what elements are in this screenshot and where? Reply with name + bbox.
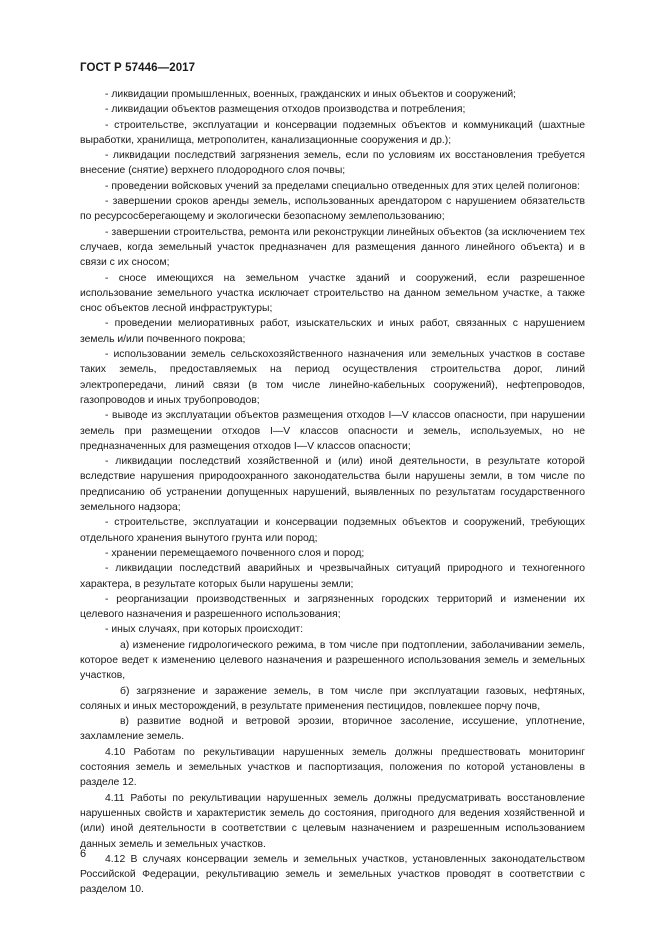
list-item: - выводе из эксплуатации объектов размещения отходов I—V классов опасности, при нарушении земель при размещении отходов I—V классов опасности и земель, используемых, но не предназначенных для размещения отходов I—V классов опасности;: [80, 410, 585, 452]
clause-paragraph: 4.11 Работы по рекультивации нарушенных земель должны предусматривать восстановление нарушенных свойств и характеристик земель до состояния, пригодного для ведения хозяйственной и (или) иной деятельности в соответствии с целевым назначением и разрешенным использованием данных земель и земельных участков.: [80, 792, 585, 850]
clause-paragraph: 4.10 Работам по рекультивации нарушенных земель должны предшествовать мониторинг состояния земель и земельных участков и паспортизация, положения по которой установлены в разделе 12.: [80, 746, 585, 789]
list-item: - ликвидации промышленных, военных, гражданских и иных объектов и сооружений;: [105, 89, 517, 100]
list-item: - проведении войсковых учений за пределами специально отведенных для этих целей полигонов:: [105, 180, 581, 192]
list-item: - строительстве, эксплуатации и консервации подземных объектов и коммуникаций (шахтные выработки, хранилища, метрополитен, канализационные сооружения и др.);: [80, 119, 585, 146]
list-item: - хранении перемещаемого почвенного слоя и пород;: [105, 547, 365, 559]
sub-list-item: в) развитие водной и ветровой эрозии, вторичное засоление, иссушение, уплотнение, захламление земель.: [80, 716, 585, 743]
list-item: - ликвидации последствий загрязнения земель, если по условиям их восстановления требуется внесение (снятие) верхнего плодородного слоя почвы;: [80, 150, 585, 177]
list-item: - завершении строительства, ремонта или реконструкции линейных объектов (за исключением тех случаев, когда земельный участок предназначен для размещения данного линейного объекта) и в связи с их сносом;: [80, 226, 585, 269]
list-item: - использовании земель сельскохозяйственного назначения или земельных участков в составе таких земель, предоставляемых на период осуществления строительства дорог, линий электропередачи, линий связи (в том числе линейно-кабельных сооружений), нефтепроводов, газопроводов и иных трубопроводов;: [80, 349, 585, 406]
list-item: - иных случаях, при которых происходит:: [105, 624, 304, 636]
sub-list-item: а) изменение гидрологического режима, в том числе при подтоплении, заболачивании земель, которое ведет к изменению целевого назначения и разрешенного использования земель и земельных участков,: [80, 639, 585, 682]
document-code-header: ГОСТ Р 57446—2017: [80, 62, 196, 74]
list-item: - строительстве, эксплуатации и консервации подземных объектов и сооружений, требующих отдельного хранения вынутого грунта или пород;: [80, 517, 585, 544]
list-item: - ликвидации последствий хозяйственной и (или) иной деятельности, в результате которой вследствие нарушения природоохранного законодательства были нарушены земли, в том числе по предписанию об устранении допущенных нарушений, выявленных по результатам государственного земельного надзора;: [80, 456, 585, 514]
list-item: - сносе имеющихся на земельном участке зданий и сооружений, если разрешенное использование земельного участка исключает строительство на данном земельном участке, а также снос объектов лесной инфраструктуры;: [80, 272, 585, 315]
page-number: 6: [80, 848, 87, 860]
list-item: - завершении сроков аренды земель, использованных арендатором с нарушением обязательств по ресурсосберегающему и экологически безопасному землепользованию;: [80, 196, 585, 223]
list-item: - ликвидации объектов размещения отходов производства и потребления;: [105, 104, 466, 116]
document-body: [80, 87, 585, 898]
sub-list-item: б) загрязнение и заражение земель, в том числе при эксплуатации газовых, нефтяных, соляных и иных месторождений, в результате применения пестицидов, повлекшее порчу почв,: [80, 685, 585, 712]
clause-paragraph: 4.12 В случаях консервации земель и земельных участков, установленных законодательством Российской Федерации, рекультивацию земель и земельных участков проводят в соответствии с разделом 10.: [80, 853, 585, 896]
list-item: - проведении мелиоративных работ, изыскательских и иных работ, связанных с нарушением земель и/или почвенного покрова;: [80, 318, 585, 345]
list-item: - ликвидации последствий аварийных и чрезвычайных ситуаций природного и техногенного характера, в результате которых были нарушены земли;: [80, 563, 585, 590]
list-item: - реорганизации производственных и загрязненных городских территорий и изменении их целевого назначения и разрешенного использования;: [80, 593, 585, 621]
